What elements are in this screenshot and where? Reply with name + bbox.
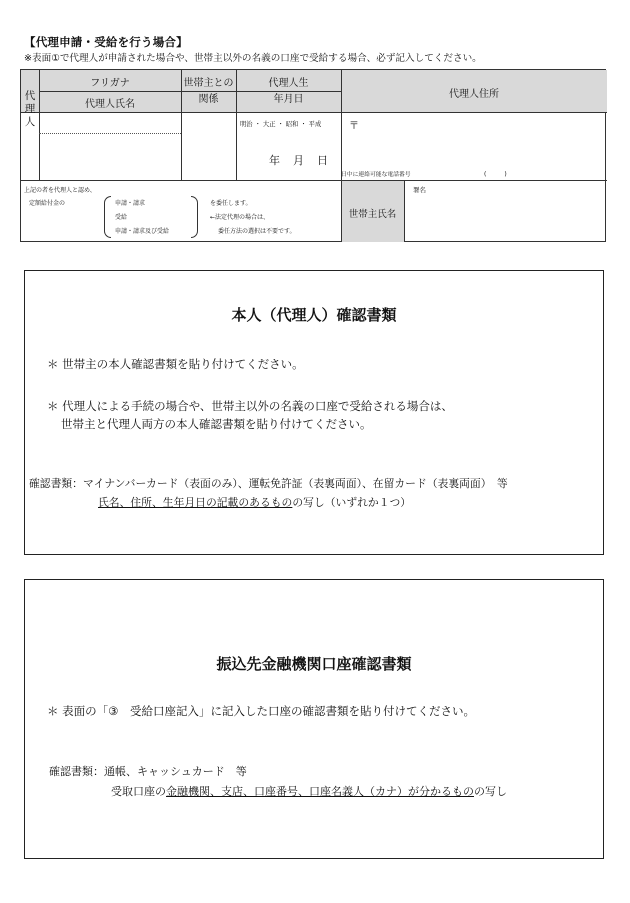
entrust-text: を委任します。 [210,200,252,207]
phone-field[interactable]: ( ) [484,171,507,178]
furigana-field[interactable] [40,113,180,133]
signature-label: 署名 [413,186,426,194]
bank-docs-line-1: 確認書類：通帳、キャッシュカード 等 [49,765,247,778]
proxy-table [20,69,606,242]
bank-docs-post: の写し [474,785,507,798]
section-heading: 【代理申請・受給を行う場合】 [24,35,188,49]
postal-mark: 〒 [349,121,359,132]
bank-bullet-1: ＊ 表面の「③ 受給口座記入」に記入した口座の確認書類を貼り付けてください。 [47,704,475,718]
id-bullet-1: ＊ 世帯主の本人確認書類を貼り付けてください。 [47,357,304,371]
id-docs-line-2 [98,495,411,510]
instruction-note: ※表面①で代理人が申請された場合や、世帯主以外の名義の口座で受給する場合、必ず記入してください。 [24,53,482,64]
birthdate-header: 代理人生年月日 [268,78,309,105]
bank-docs-line-2 [111,783,507,799]
left-bracket [104,196,111,238]
id-bullet-2a: ＊ 代理人による手続の場合や、世帯主以外の名義の口座で受給される場合は、 [47,399,453,413]
id-box-title: 本人（代理人）確認書類 [231,306,397,324]
proxy-name-field[interactable] [40,134,180,179]
bank-docs-underlined: 金融機関、支店、口座番号、口座名義人（カナ）が分かるもの [166,785,474,798]
option-receive[interactable]: 受給 [115,214,128,221]
phone-label: 日中に連絡可能な電話番号 [341,172,411,178]
id-docs-line-1: 確認書類：マイナンバーカード（表面のみ）、運転免許証（表裏両面）、在留カード（表裏両面） 等 [29,477,508,490]
birth-ymd[interactable]: 年 月 日 [269,154,329,167]
legal-note-2: 委任方法の選択は不要です。 [218,228,296,235]
legal-note-1: ←法定代理の場合は、 [210,214,270,221]
signature-field[interactable] [405,181,606,241]
householder-label: 世帯主氏名 [348,209,397,220]
bank-account-box[interactable] [24,579,604,859]
id-documents-box[interactable] [24,270,604,555]
bank-box-title: 振込先金融機関口座確認書類 [216,655,412,673]
delegation-text-1: 上記の者を代理人と認め、 [24,187,96,194]
address-field[interactable] [342,113,606,165]
id-docs-rest: の写し（いずれか１つ） [292,496,412,509]
proxy-row-label: 代理人 [24,90,36,128]
delegation-text-2: 定額給付金の [29,200,66,207]
right-bracket [191,196,198,238]
address-header: 代理人住所 [449,89,499,100]
id-bullet-2b: 世帯主と代理人両方の本人確認書類を貼り付けてください。 [61,417,372,431]
era-options[interactable]: 明治 ・ 大正 ・ 昭和 ・ 平成 [240,121,322,128]
relation-field[interactable] [182,113,235,179]
option-apply[interactable]: 申請・請求 [115,200,146,207]
proxy-name-header: 代理人氏名 [85,99,135,110]
furigana-header: フリガナ [90,78,130,89]
bank-docs-pre: 受取口座の [111,785,166,798]
id-docs-underlined: 氏名、住所、生年月日の記載のあるもの [98,496,293,509]
relation-header: 世帯主との関係 [183,78,234,105]
option-both[interactable]: 申請・請求及び受給 [115,228,170,235]
